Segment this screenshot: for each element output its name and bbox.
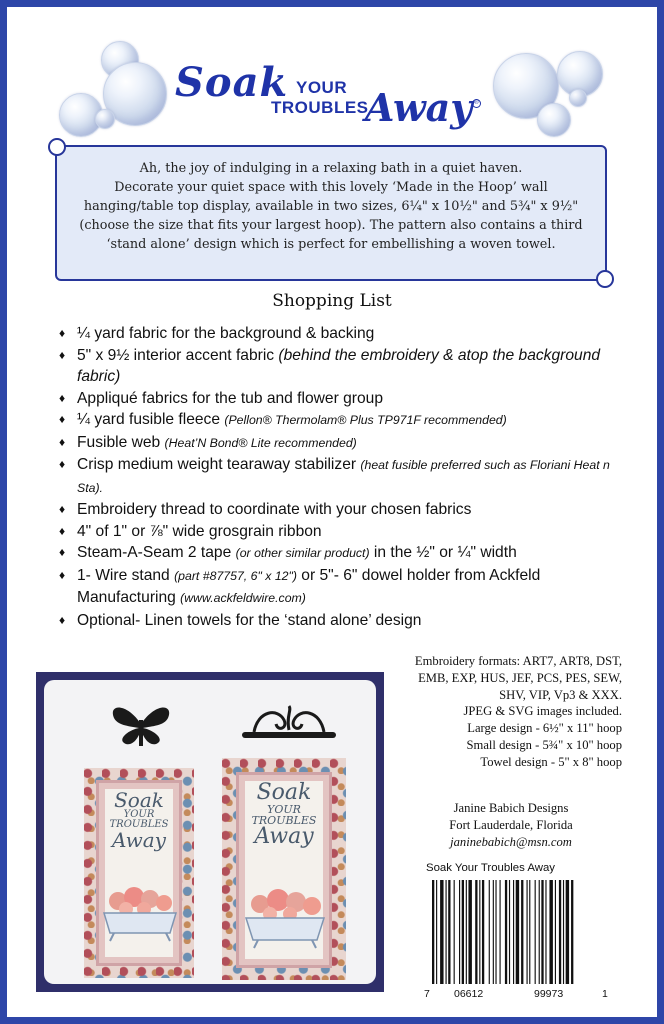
list-item: ♦ 4" of 1" or ⅞" wide grosgrain ribbon — [57, 521, 617, 543]
list-item: ♦ ¼ yard fusible fleece (Pellon® Thermolam® Plus TP971F recommended) — [57, 409, 617, 432]
list-item: ♦ Appliqué fabrics for the tub and flower group — [57, 388, 617, 410]
company-email[interactable]: janinebabich@msn.com — [450, 835, 572, 849]
designer-credits — [400, 800, 622, 851]
company-location: Fort Lauderdale, Florida — [449, 818, 573, 832]
left-embroidery-text: Soak YOUR TROUBLES Away — [109, 788, 169, 852]
intro-line: Ah, the joy of indulging in a relaxing bath in a quiet haven. — [139, 161, 523, 176]
butterfly-hanger-icon — [106, 700, 176, 748]
list-item: ♦ ¼ yard fabric for the background & backing — [57, 323, 617, 345]
intro-box — [55, 145, 607, 281]
barcode-label: Soak Your Troubles Away — [426, 862, 555, 874]
list-item: ♦ Optional- Linen towels for the ‘stand alone’ design — [57, 610, 617, 632]
bubble-decoration — [95, 109, 115, 129]
bubble-decoration — [569, 89, 587, 107]
title-your: YOUR — [296, 78, 348, 97]
title-away: Away — [365, 85, 473, 130]
scroll-hanger-icon — [234, 702, 344, 746]
barcode-bars-icon — [426, 880, 612, 990]
product-photo-frame — [36, 672, 384, 992]
registered-mark: ® — [472, 99, 481, 108]
shopping-list — [57, 323, 617, 631]
embroidery-formats: Embroidery formats: ART7, ART8, DST, EMB, EXP, HUS, JEF, PCS, PES, SEW, SHV, VIP, Vp3 & XXX. JPEG & SVG images included. Large design - 6½" x 11" hoop Small design - 5¾" x 10" hoop Towel design - 5" x 8" hoop — [414, 654, 622, 769]
list-item: ♦ Steam-A-Seam 2 tape (or other similar product) in the ½" or ¼" width — [57, 542, 617, 565]
title-troubles: TROUBLES — [271, 98, 369, 117]
list-item: ♦ Crisp medium weight tearaway stabilizer (heat fusible preferred such as Floriani Heat n Sta). — [57, 454, 617, 499]
bubble-decoration — [537, 103, 571, 137]
page-content — [7, 7, 657, 1017]
intro-line: ‘stand alone’ design which is perfect for embellishing a woven towel. — [106, 237, 556, 252]
company-name: Janine Babich Designs — [453, 801, 569, 815]
list-item: ♦ Fusible web (Heat’N Bond® Lite recommended) — [57, 432, 617, 455]
right-embroidery-text: Soak YOUR TROUBLES Away — [251, 780, 317, 849]
list-item: ♦ 1- Wire stand (part #87757, 6" x 12") or 5"- 6" dowel holder from Ackfeld Manufacturing (www.ackfeldwire.com) — [57, 565, 617, 610]
shopping-list-heading: Shopping List — [272, 291, 392, 311]
product-photo — [44, 680, 376, 984]
list-item: ♦ 5" x 9½ interior accent fabric (behind the embroidery & atop the background fabric) — [57, 345, 617, 388]
intro-line: (choose the size that fits your largest hoop). The pattern also contains a third — [79, 218, 583, 233]
right-tub-flowers-icon — [242, 888, 328, 952]
intro-line: hanging/table top display, available in two sizes, 6¼" x 10½" and 5¾" x 9½" — [83, 199, 579, 214]
list-item: ♦ Embroidery thread to coordinate with your chosen fabrics — [57, 499, 617, 521]
title-logo — [175, 55, 495, 133]
barcode: Soak Your Troubles Away 7 06612 99973 1 — [424, 862, 614, 1010]
intro-line: Decorate your quiet space with this lovely ‘Made in the Hoop’ wall — [114, 180, 548, 195]
title-soak: Soak — [175, 59, 289, 106]
left-tub-flowers-icon — [100, 885, 180, 945]
